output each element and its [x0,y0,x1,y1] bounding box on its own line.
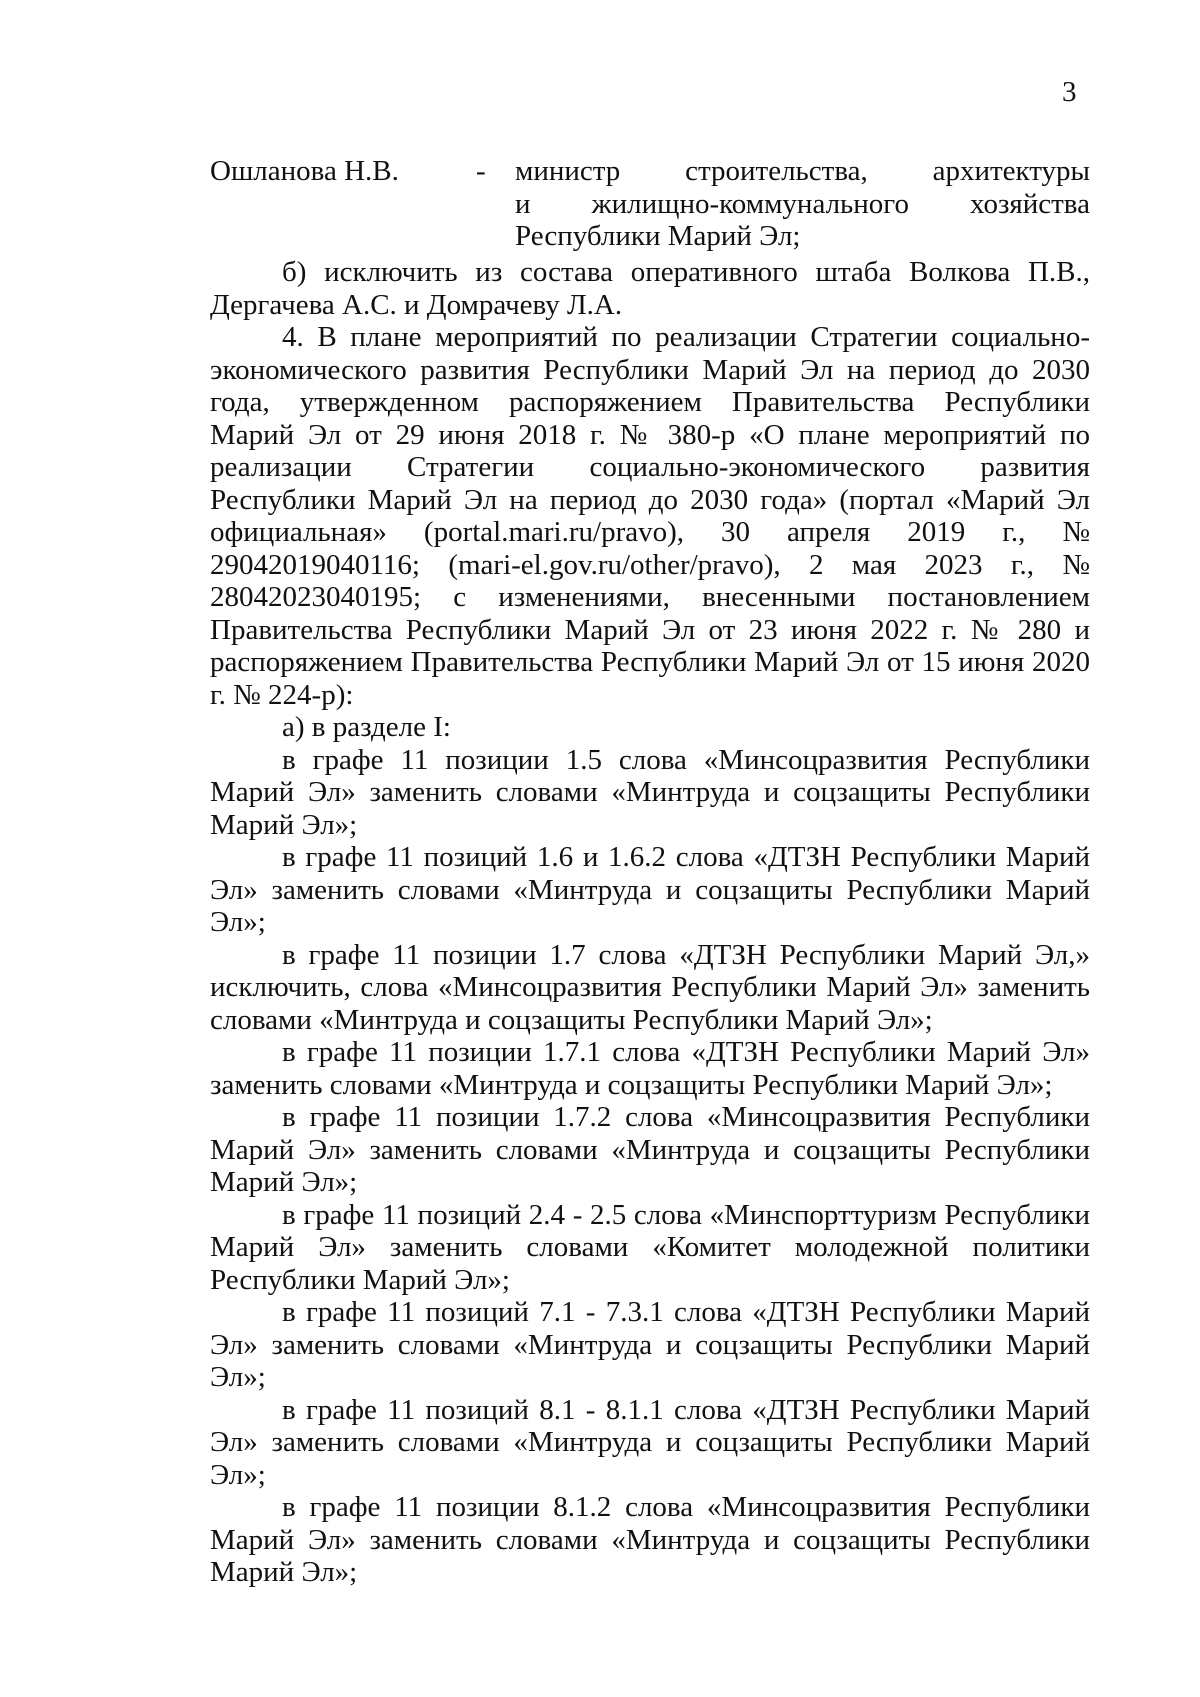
paragraph: в графе 11 позиций 7.1 - 7.3.1 слова «ДТЗН Республики Марий Эл» заменить словами «Минтруда и соцзащиты Республики Марий Эл»; [210,1296,1090,1393]
member-role-line: министр строительства, архитектуры [515,155,1090,187]
member-name: Ошланова Н.В. [210,155,399,187]
page-number: 3 [1062,76,1077,108]
member-role-line: Республики Марий Эл; [515,220,801,252]
paragraph: в графе 11 позиции 8.1.2 слова «Минсоцразвития Республики Марий Эл» заменить словами «Минтруда и соцзащиты Республики Марий Эл»; [210,1491,1090,1588]
paragraph: в графе 11 позиций 8.1 - 8.1.1 слова «ДТЗН Республики Марий Эл» заменить словами «Минтруда и соцзащиты Республики Марий Эл»; [210,1393,1090,1491]
paragraph: в графе 11 позиции 1.7.2 слова «Минсоцразвития Республики Марий Эл» заменить словами «Минтруда и соцзащиты Республики Марий Эл»; [210,1101,1090,1198]
paragraph: в графе 11 позиций 1.6 и 1.6.2 слова «ДТЗН Республики Марий Эл» заменить словами «Минтруда и соцзащиты Республики Марий Эл»; [210,841,1090,938]
document-body [210,256,1090,1589]
paragraph: б) исключить из состава оперативного штаба Волкова П.В., Дергачева А.С. и Домрачеву Л.А. [210,256,1090,321]
staff-member-entry [210,155,1090,255]
paragraph: в графе 11 позиций 2.4 - 2.5 слова «Минспорттуризм Республики Марий Эл» заменить словами «Комитет молодежной политики Республики Марий Эл»; [210,1198,1090,1296]
paragraph: в графе 11 позиции 1.7 слова «ДТЗН Республики Марий Эл,» исключить, слова «Минсоцразвития Республики Марий Эл» заменить словами «Минтруда и соцзащиты Республики Марий Эл»; [210,938,1090,1036]
member-role-line: и жилищно-коммунального хозяйства [515,187,1090,220]
paragraph: в графе 11 позиции 1.5 слова «Минсоцразвития Республики Марий Эл» заменить словами «Минтруда и соцзащиты Республики Марий Эл»; [210,743,1090,841]
paragraph: в графе 11 позиции 1.7.1 слова «ДТЗН Республики Марий Эл» заменить словами «Минтруда и соцзащиты Республики Марий Эл»; [210,1036,1090,1101]
paragraph: а) в разделе I: [282,711,451,743]
member-dash: - [476,155,486,187]
paragraph: 4. В плане мероприятий по реализации Стратегии социально-экономического развития Республики Марий Эл на период до 2030 года, утвержденном распоряжением Правительства Республики Марий Эл от 29 июня 2018 г. № 380-р «О плане мероприятий по реализации Стратегии социально-экономического развития Республики Марий Эл на период до 2030 года» (портал «Марий Эл официальная» (portal.mari.ru/pravo), 30 апреля 2019 г., № 29042019040116; (mari-el.gov.ru/other/pravo), 2 мая 2023 г., № 28042023040195; с изменениями, внесенными постановлением Правительства Республики Марий Эл от 23 июня 2022 г. № 280 и распоряжением Правительства Республики Марий Эл от 15 июня 2020 г. № 224-р): [210,321,1090,711]
member-role [515,155,1090,253]
